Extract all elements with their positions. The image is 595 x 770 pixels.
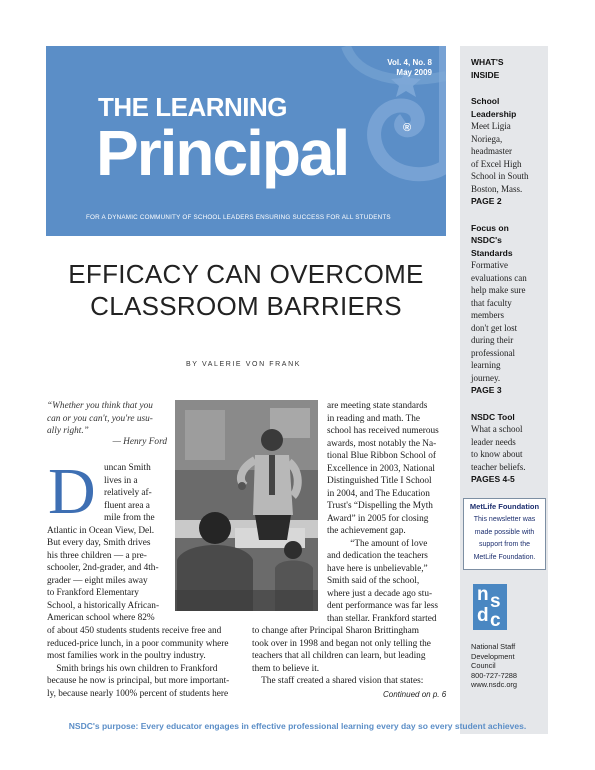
body-text: American school where 82% [47, 613, 155, 623]
body-text: in 2004, and The Education [327, 488, 430, 499]
article-headline: EFFICACY CAN OVERCOME CLASSROOM BARRIERS [68, 259, 424, 321]
body-text: But every day, Smith drives [47, 538, 151, 548]
body-text: Distinguished Title I School [327, 476, 432, 486]
nsdc-logo: n s d c [473, 584, 507, 630]
masthead [46, 46, 446, 236]
body-text: tional Blue Ribbon School of [327, 451, 436, 461]
body-text: Smith brings his own children to Frankford [47, 663, 218, 674]
body-text: the achievement gap. [327, 526, 406, 536]
body-text: Atlantic in Ocean View, Del. [47, 525, 155, 536]
body-text: school has received numerous [327, 426, 439, 436]
epigraph-quote: “Whether you think that you can or you can't, you're usu- ally right.” [47, 401, 153, 436]
body-text: teachers that all children can learn, but leading [252, 651, 426, 661]
photo-illustration [175, 400, 318, 611]
issue-date: May 2009 [396, 68, 432, 77]
sidebar-item-focus-standards: Focus on NSDC's Standards Formative evaluations can help make sure that faculty members don't get lost during their professional learning journey. PAGE 3 [471, 222, 538, 397]
purpose-statement: NSDC's purpose: Every educator engages in effective professional learning every day so every student achieves. [68, 721, 527, 731]
body-text: School, a historically African- [47, 600, 160, 611]
page-reference: PAGE 2 [471, 196, 502, 206]
body-text: than stellar. Frankford started [327, 613, 437, 624]
body-text: “The amount of love [327, 538, 428, 549]
body-text: in reading and math. The [327, 413, 421, 424]
body-text: mile from the [104, 513, 155, 523]
sidebar-item-nsdc-tool: NSDC Tool What a school leader needs to know about teacher beliefs. PAGES 4-5 [471, 411, 538, 486]
body-text: and dedication the teachers [327, 551, 428, 561]
body-text: them to believe it. [252, 663, 320, 674]
body-text: Trust's “Dispelling the Myth [327, 501, 433, 511]
body-text: Award” in 2005 for closing [327, 513, 429, 524]
registered-mark: ® [403, 122, 412, 134]
issue-info [387, 58, 432, 78]
website-link[interactable]: www.nsdc.org [471, 680, 518, 690]
continued-note: Continued on p. 6 [383, 690, 447, 699]
page-reference: PAGE 3 [471, 385, 502, 395]
body-text: most families work in the poultry industry. [47, 651, 206, 661]
epigraph-author: — Henry Ford [112, 437, 167, 447]
body-text: grader — eight miles away [47, 575, 148, 586]
body-text: ly, because nearly 100% percent of students here [47, 688, 229, 699]
body-text: dent performance was far less [327, 601, 438, 611]
body-text: took over in 1998 and began not only telling the [252, 638, 431, 649]
tagline: FOR A DYNAMIC COMMUNITY OF SCHOOL LEADERS ENSURING SUCCESS FOR ALL STUDENTS [86, 214, 391, 221]
metlife-heading: MetLife Foundation [469, 502, 540, 511]
body-text: where just a decade ago stu- [327, 588, 433, 599]
body-text: have here is unbelievable,” [327, 563, 428, 574]
org-contact: National Staff Development Council 800-727-7288 www.nsdc.org [471, 642, 518, 690]
body-text: reduced-price lunch, in a poor community where [47, 638, 229, 649]
body-text: his three children — a pre- [47, 550, 147, 561]
body-text: because he now is principal, but more important- [47, 676, 230, 686]
sidebar [460, 46, 548, 734]
drop-cap: D [48, 455, 96, 528]
body-text: to Frankford Elementary [47, 588, 139, 598]
byline: BY VALERIE VON FRANK [186, 361, 301, 368]
classroom-photo [175, 400, 318, 611]
body-text: The staff created a shared vision that states: [252, 676, 424, 686]
body-text: awards, most notably the Na- [327, 438, 437, 449]
body-text: Excellence in 2003, National [327, 463, 435, 474]
body-text: of about 450 students students receive free and [47, 626, 222, 636]
volume-number: Vol. 4, No. 8 [387, 58, 432, 67]
body-text: to change after Principal Sharon Brittingham [252, 626, 420, 636]
whats-inside-heading: WHAT'S INSIDE [471, 57, 504, 80]
title-top: THE LEARNING [98, 92, 287, 122]
body-text: lives in a [104, 475, 138, 486]
sidebar-item-school-leadership: School Leadership Meet Ligia Noriega, headmaster of Excel High School in South Boston, Mass. PAGE 2 [471, 95, 538, 208]
title-main: Principal [96, 117, 349, 189]
body-text: schooler, 2nd-grader, and 4th- [47, 563, 159, 573]
body-text: relatively af- [104, 488, 152, 498]
body-text: are meeting state standards [327, 401, 428, 411]
page-reference: PAGES 4-5 [471, 474, 515, 484]
body-text: fluent area a [104, 500, 150, 511]
body-text: uncan Smith [104, 463, 151, 473]
metlife-box: MetLife Foundation This newsletter was made possible with support from the MetLife Foundation. [463, 498, 546, 570]
body-text: Smith said of the school, [327, 576, 420, 586]
